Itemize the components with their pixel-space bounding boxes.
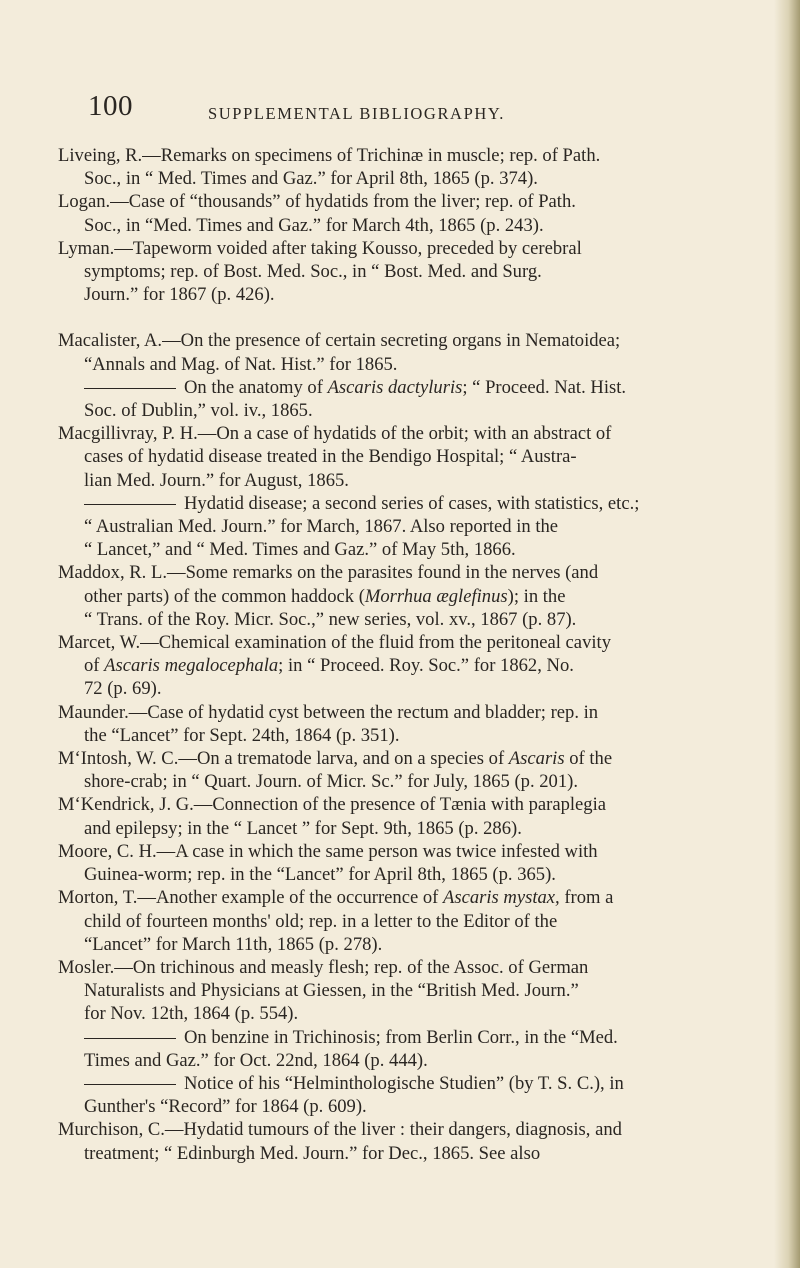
entry-line	[58, 886, 758, 909]
line-text: other parts) of the common haddock (	[84, 585, 365, 607]
entry-line: for Nov. 12th, 1864 (p. 554).	[84, 1003, 299, 1025]
entry-line: Macgillivray, P. H.—On a case of hydatids of the orbit; with an abstract of	[58, 423, 612, 445]
section-gap	[58, 306, 758, 329]
entry-line	[58, 585, 758, 608]
entry-line: Journ.” for 1867 (p. 426).	[84, 284, 275, 306]
entry-line: Marcet, W.—Chemical examination of the fluid from the peritoneal cavity	[58, 632, 611, 654]
entry-macgillivray-2	[58, 492, 758, 562]
line-text: On benzine in Trichinosis; from Berlin Corr., in the “Med.	[184, 1026, 618, 1048]
line-text: Notice of his “Helminthologische Studien” (by T. S. C.), in	[184, 1072, 624, 1094]
entry-lyman	[58, 237, 758, 307]
ditto-dash	[84, 504, 176, 505]
entry-line: Logan.—Case of “thousands” of hydatids from the liver; rep. of Path.	[58, 191, 576, 213]
entry-line: 72 (p. 69).	[84, 678, 162, 700]
line-text: ; “ Proceed. Nat. Hist.	[462, 376, 627, 398]
entry-murchison	[58, 1118, 758, 1164]
entry-line: “Lancet” for March 11th, 1865 (p. 278).	[84, 933, 383, 955]
ditto-dash	[84, 1084, 176, 1085]
entry-line: Soc., in “ Med. Times and Gaz.” for April 8th, 1865 (p. 374).	[84, 168, 538, 190]
line-text: ; in “ Proceed. Roy. Soc.” for 1862, No.	[278, 655, 574, 677]
entry-line: Moore, C. H.—A case in which the same person was twice infested with	[58, 840, 598, 862]
entry-line: Gunther's “Record” for 1864 (p. 609).	[84, 1096, 367, 1118]
entry-morton	[58, 886, 758, 956]
page-edge-shadow	[774, 0, 800, 1268]
bibliography-body	[58, 144, 758, 1165]
entry-line: Murchison, C.—Hydatid tumours of the liver : their dangers, diagnosis, and	[58, 1119, 622, 1141]
entry-line	[58, 492, 758, 515]
entry-line: the “Lancet” for Sept. 24th, 1864 (p. 351).	[84, 724, 400, 746]
entry-maunder	[58, 701, 758, 747]
entry-line: Mosler.—On trichinous and measly flesh; rep. of the Assoc. of German	[58, 956, 589, 978]
entry-macalister-2	[58, 376, 758, 422]
entry-mosler-3	[58, 1072, 758, 1118]
entry-line: Lyman.—Tapeworm voided after taking Kousso, preceded by cerebral	[58, 237, 582, 259]
entry-line: Maunder.—Case of hydatid cyst between the rectum and bladder; rep. in	[58, 701, 599, 723]
entry-line: Macalister, A.—On the presence of certain secreting organs in Nematoidea;	[58, 330, 621, 352]
entry-mosler	[58, 956, 758, 1026]
entry-moore	[58, 840, 758, 886]
entry-line: Naturalists and Physicians at Giessen, in the “British Med. Journ.”	[84, 980, 579, 1002]
entry-mintosh	[58, 747, 758, 793]
page-header	[58, 90, 758, 130]
line-text: Hydatid disease; a second series of cases, with statistics, etc.;	[184, 492, 640, 514]
line-text: On the anatomy of	[184, 376, 328, 398]
line-text: Morton, T.—Another example of the occurrence of	[58, 887, 443, 909]
entry-line: treatment; “ Edinburgh Med. Journ.” for Dec., 1865. See also	[84, 1142, 541, 1164]
entry-line: “ Trans. of the Roy. Micr. Soc.,” new series, vol. xv., 1867 (p. 87).	[84, 608, 577, 630]
entry-line: Guinea-worm; rep. in the “Lancet” for April 8th, 1865 (p. 365).	[84, 864, 556, 886]
species-name: Ascaris	[508, 748, 565, 770]
entry-line: lian Med. Journ.” for August, 1865.	[84, 469, 349, 491]
line-text: of	[84, 655, 105, 677]
line-text: ); in the	[507, 585, 566, 607]
entry-line: M‘Kendrick, J. G.—Connection of the presence of Tænia with paraplegia	[58, 794, 607, 816]
ditto-dash	[84, 1038, 176, 1039]
species-name: Morrhua æglefinus	[364, 585, 508, 607]
entry-line: “ Australian Med. Journ.” for March, 1867. Also reported in the	[84, 516, 559, 538]
entry-marcet	[58, 631, 758, 701]
entry-line: Maddox, R. L.—Some remarks on the parasites found in the nerves (and	[58, 562, 599, 584]
entry-mkendrick	[58, 793, 758, 839]
entry-line: Soc., in “Med. Times and Gaz.” for March 4th, 1865 (p. 243).	[84, 214, 544, 236]
species-name: Ascaris megalocephala	[104, 655, 279, 677]
running-head: SUPPLEMENTAL BIBLIOGRAPHY.	[208, 104, 505, 123]
entry-macgillivray	[58, 422, 758, 492]
line-text: from a	[559, 887, 614, 909]
entry-line: cases of hydatid disease treated in the Bendigo Hospital; “ Austra-	[84, 446, 577, 468]
entry-line: shore-crab; in “ Quart. Journ. of Micr. Sc.” for July, 1865 (p. 201).	[84, 771, 578, 793]
entry-mosler-2	[58, 1026, 758, 1072]
entry-line	[58, 1072, 758, 1095]
entry-line	[58, 376, 758, 399]
page-number: 100	[88, 90, 133, 122]
entry-line: symptoms; rep. of Bost. Med. Soc., in “ Bost. Med. and Surg.	[84, 261, 542, 283]
entry-line	[58, 654, 758, 677]
entry-maddox	[58, 561, 758, 631]
species-name: Ascaris mystax,	[443, 887, 560, 909]
entry-line	[58, 747, 758, 770]
entry-macalister	[58, 329, 758, 375]
entry-liveing	[58, 144, 758, 190]
entry-line: Soc. of Dublin,” vol. iv., 1865.	[84, 400, 313, 422]
entry-line: “Annals and Mag. of Nat. Hist.” for 1865.	[84, 353, 398, 375]
entry-line: child of fourteen months' old; rep. in a letter to the Editor of the	[84, 910, 558, 932]
line-text: M‘Intosh, W. C.—On a trematode larva, and on a species of	[58, 748, 509, 770]
entry-line: “ Lancet,” and “ Med. Times and Gaz.” of May 5th, 1866.	[84, 539, 516, 561]
ditto-dash	[84, 388, 176, 389]
entry-logan	[58, 190, 758, 236]
entry-line	[58, 1026, 758, 1049]
entry-line: Liveing, R.—Remarks on specimens of Trichinæ in muscle; rep. of Path.	[58, 145, 601, 166]
entry-line: and epilepsy; in the “ Lancet ” for Sept. 9th, 1865 (p. 286).	[84, 817, 522, 839]
species-name: Ascaris dactyluris	[327, 376, 463, 398]
line-text: of the	[564, 748, 613, 770]
entry-line: Times and Gaz.” for Oct. 22nd, 1864 (p. 444).	[84, 1049, 428, 1071]
